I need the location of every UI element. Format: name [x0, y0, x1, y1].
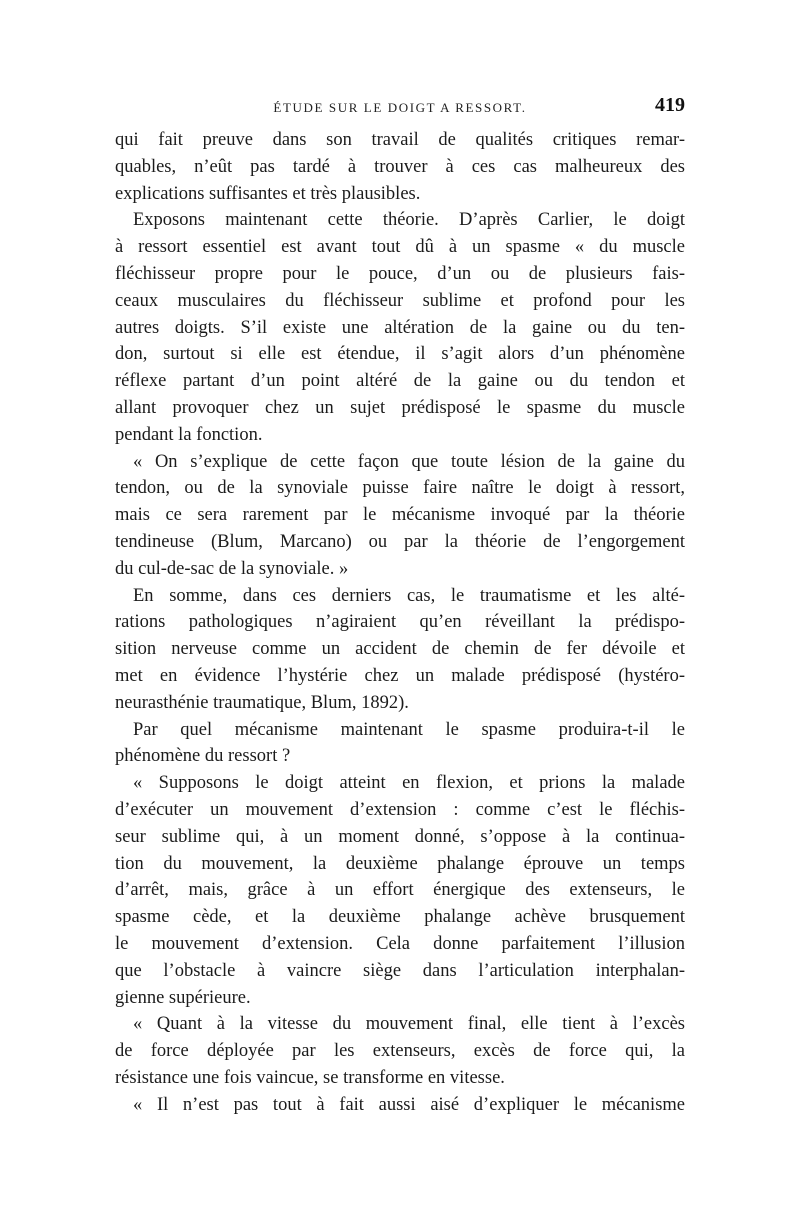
text-line: sition nerveuse comme un accident de chemin de fer dévoile et: [115, 639, 685, 660]
text-line: « Supposons le doigt atteint en flexion, et prions la malade: [133, 773, 685, 794]
text-line: mais ce sera rarement par le mécanisme invoqué par la théorie: [115, 505, 685, 526]
text-line: que l’obstacle à vaincre siège dans l’articulation interphalan-: [115, 960, 685, 981]
text-line: d’exécuter un mouvement d’extension : comme c’est le fléchis-: [115, 799, 685, 820]
text-line: du cul-de-sac de la synoviale. »: [115, 558, 349, 579]
text-line: ceaux musculaires du fléchisseur sublime et profond pour les: [115, 290, 685, 311]
text-line: tendon, ou de la synoviale puisse faire naître le doigt à ressort,: [115, 478, 685, 499]
text-line: tion du mouvement, la deuxième phalange éprouve un temps: [115, 853, 685, 874]
text-line: tendineuse (Blum, Marcano) ou par la théorie de l’engorgement: [115, 531, 685, 552]
text-line: don, surtout si elle est étendue, il s’agit alors d’un phénomène: [115, 344, 685, 365]
running-head: [115, 94, 685, 124]
text-line: « On s’explique de cette façon que toute lésion de la gaine du: [133, 451, 685, 472]
text-line: à ressort essentiel est avant tout dû à un spasme « du muscle: [115, 237, 685, 258]
text-line: spasme cède, et la deuxième phalange achève brusquement: [115, 907, 685, 928]
text-line: allant provoquer chez un sujet prédisposé le spasme du muscle: [115, 397, 685, 418]
text-line: pendant la fonction.: [115, 424, 263, 445]
body-text: [115, 127, 685, 1118]
text-line: phénomène du ressort ?: [115, 746, 291, 767]
text-line: fléchisseur propre pour le pouce, d’un ou de plusieurs fais-: [115, 263, 685, 284]
text-line: le mouvement d’extension. Cela donne parfaitement l’illusion: [115, 933, 685, 954]
text-line: d’arrêt, mais, grâce à un effort énergique des extenseurs, le: [115, 880, 685, 901]
text-line: met en évidence l’hystérie chez un malade prédisposé (hystéro-: [115, 665, 685, 686]
text-line: rations pathologiques n’agiraient qu’en réveillant la prédispo-: [115, 612, 685, 633]
text-line: « Il n’est pas tout à fait aussi aisé d’expliquer le mécanisme: [133, 1094, 685, 1115]
page-number: 419: [655, 94, 685, 116]
running-title: ÉTUDE SUR LE DOIGT A RESSORT.: [273, 100, 527, 115]
text-line: En somme, dans ces derniers cas, le traumatisme et les alté-: [133, 585, 685, 606]
text-line: autres doigts. S’il existe une altération de la gaine ou du ten-: [115, 317, 685, 338]
text-line: qui fait preuve dans son travail de qualités critiques remar-: [115, 130, 685, 150]
text-line: explications suffisantes et très plausibles.: [115, 183, 421, 204]
text-line: Exposons maintenant cette théorie. D’après Carlier, le doigt: [133, 210, 685, 231]
text-line: résistance une fois vaincue, se transforme en vitesse.: [115, 1067, 505, 1088]
text-line: Par quel mécanisme maintenant le spasme produira-t-il le: [133, 719, 685, 740]
text-line: neurasthénie traumatique, Blum, 1892).: [115, 692, 409, 713]
text-line: réflexe partant d’un point altéré de la gaine ou du tendon et: [115, 371, 685, 392]
text-line: gienne supérieure.: [115, 987, 251, 1008]
text-line: seur sublime qui, à un moment donné, s’oppose à la continua-: [115, 826, 685, 847]
text-line: quables, n’eût pas tardé à trouver à ces cas malheureux des: [115, 156, 685, 177]
text-line: « Quant à la vitesse du mouvement final, elle tient à l’excès: [133, 1014, 685, 1035]
text-line: de force déployée par les extenseurs, excès de force qui, la: [115, 1041, 685, 1062]
